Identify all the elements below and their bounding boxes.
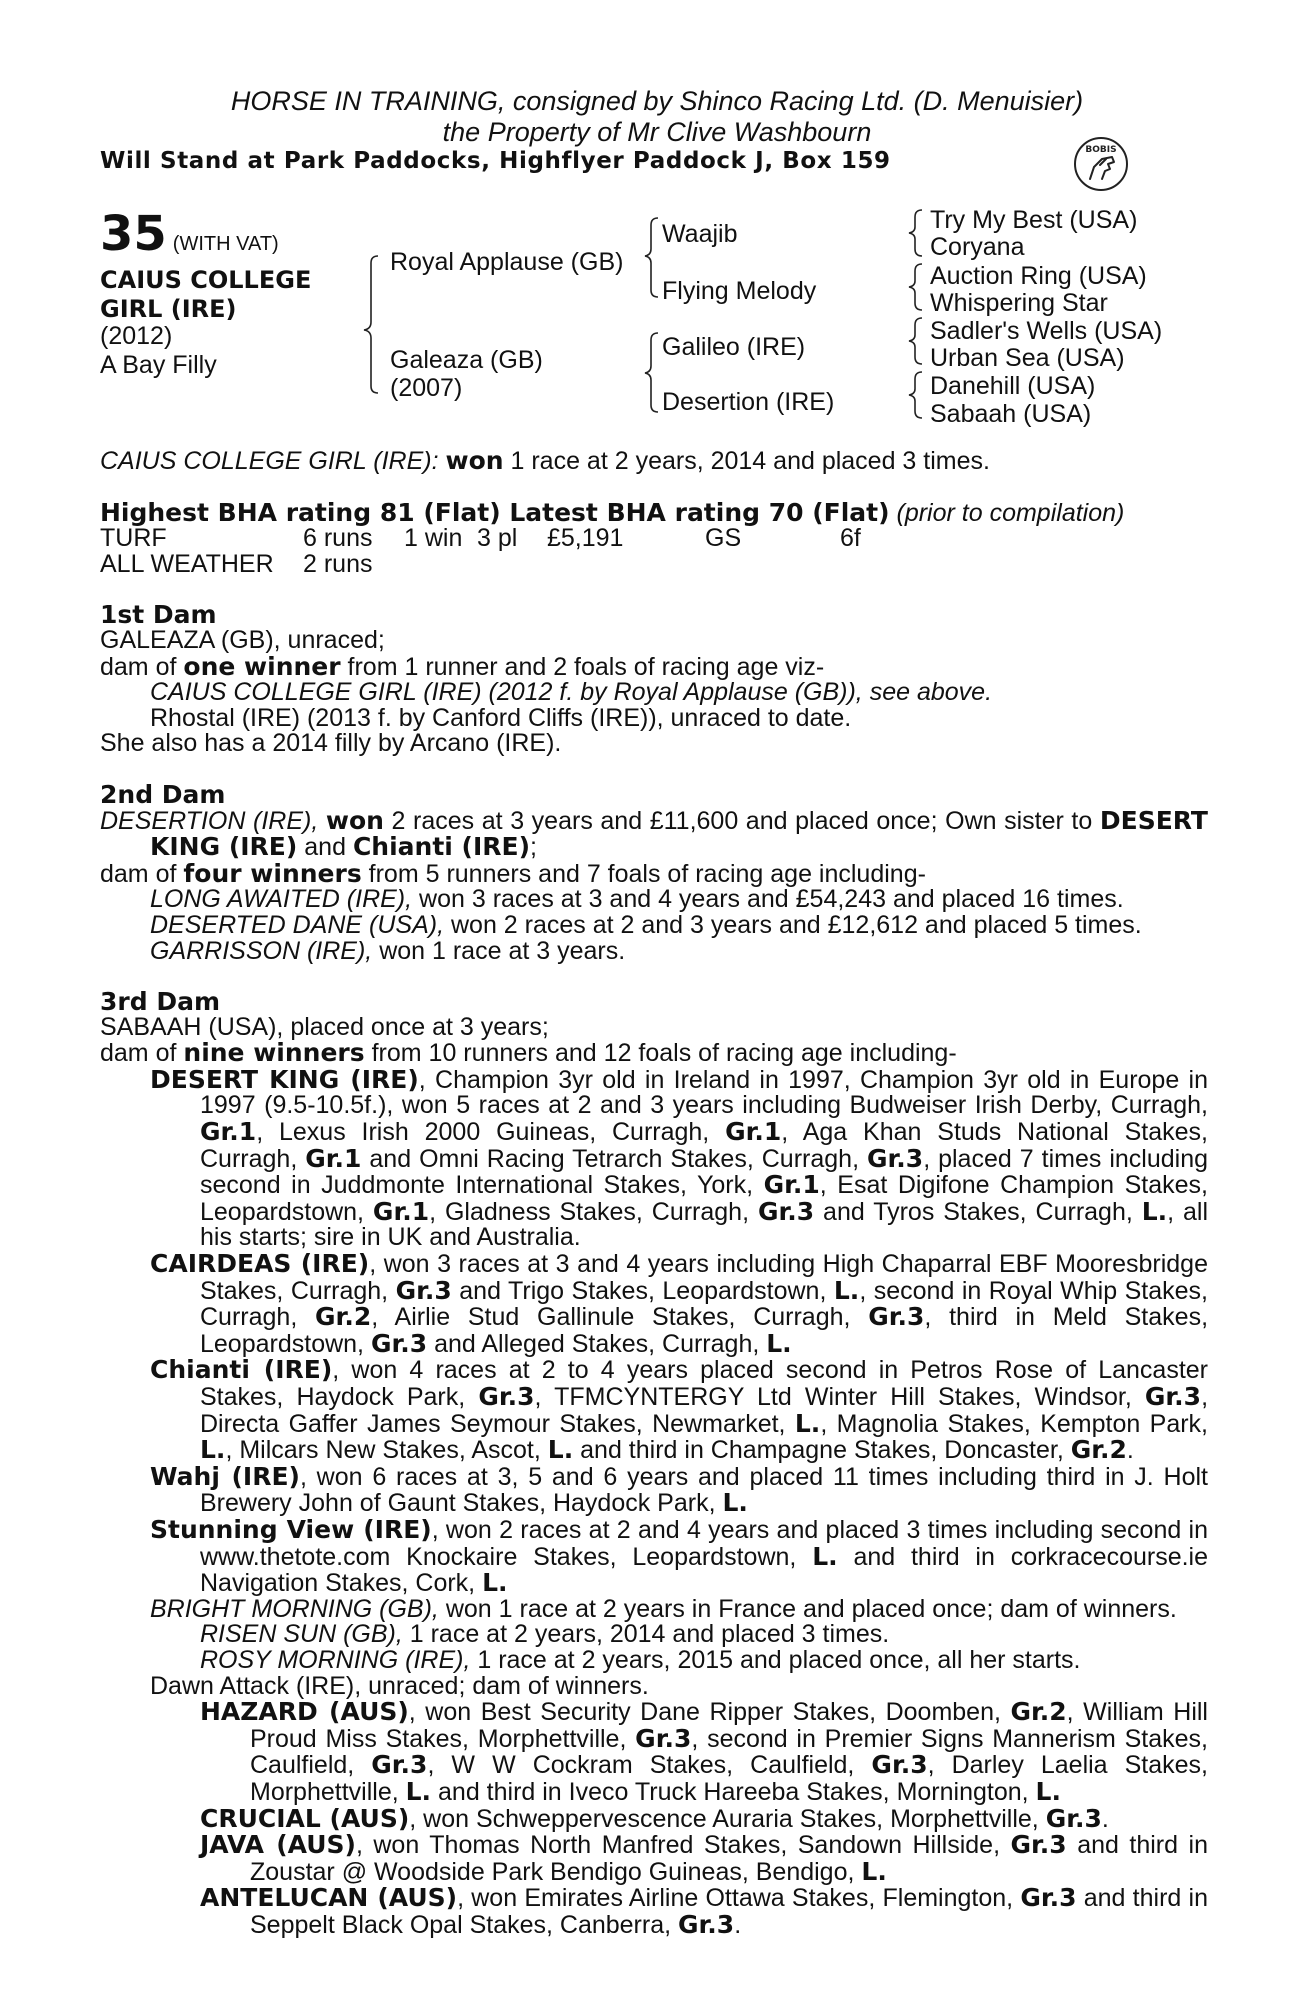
consignor-line: HORSE IN TRAINING, consigned by Shinco Racing Ltd. (D. Menuisier): [230, 86, 1084, 116]
third-dam-heading: 3rd Dam: [100, 987, 220, 1017]
aw-stats: ALL WEATHER 2 runs: [100, 549, 373, 578]
ancestor-sss: Try My Best (USA): [930, 206, 1138, 234]
lot-number: 35: [100, 206, 167, 262]
produce-java: JAVA (AUS), won Thomas North Manfred Stakes, Sandown Hillside, Gr.3 and third in Zoustar @ Woodside Park Bendigo Guineas, Bendigo, L.: [200, 1830, 1208, 1886]
produce-risen-sun: RISEN SUN (GB), 1 race at 2 years, 2014 and placed 3 times.: [200, 1620, 890, 1649]
second-dam-line: DESERTION (IRE), won 2 races at 3 years and £11,600 and placed once; Own sister to DESERT KING (IRE) and Chianti (IRE);: [100, 805, 1208, 862]
ancestor-ddd: Sabaah (USA): [930, 400, 1092, 428]
catalogue-body: [100, 448, 1208, 1938]
vat-label: (WITH VAT): [172, 233, 279, 255]
produce-wahj: Wahj (IRE), won 6 races at 3, 5 and 6 years and placed 11 times including third in J. Holt Brewery John of Gaunt Stakes, Haydock Park, L.: [150, 1461, 1208, 1518]
produce-cairdeas: CAIRDEAS (IRE), won 3 races at 3 and 4 years including High Chaparral EBF Mooresbridge Stakes, Curragh, Gr.3 and Trigo Stakes, Leopardstown, L., second in Royal Whip Stakes, Curragh, Gr.2, Airlie Stud Gallinule Stakes, Curragh, Gr.3, third in Meld Stakes, Leopardstown, Gr.3 and Alleged Stakes, Curragh, L.: [150, 1249, 1209, 1358]
first-dam-line: GALEAZA (GB), unraced;: [100, 625, 385, 654]
dam-sire: Galileo (IRE): [662, 333, 806, 361]
race-summary: CAIUS COLLEGE GIRL (IRE): won 1 race at 2 years, 2014 and placed 3 times.: [100, 446, 990, 475]
first-dam-heading: 1st Dam: [100, 600, 217, 630]
produce-rhostal: Rhostal (IRE) (2013 f. by Canford Cliffs (IRE)), unraced to date.: [150, 703, 852, 732]
bha-ratings: Highest BHA rating 81 (Flat) Latest BHA rating 70 (Flat) (prior to compilation): [100, 497, 1125, 527]
owner-line: the Property of Mr Clive Washbourn: [442, 117, 872, 147]
ancestor-sdd: Whispering Star: [930, 289, 1108, 317]
produce-dawn-attack: Dawn Attack (IRE), unraced; dam of winners.: [150, 1671, 649, 1700]
dam-year: (2007): [390, 374, 463, 402]
produce-bright-morning: BRIGHT MORNING (GB), won 1 race at 2 years in France and placed once; dam of winners.: [150, 1594, 1177, 1623]
ancestor-dds: Danehill (USA): [930, 372, 1096, 400]
sire-sire: Waajib: [662, 220, 738, 248]
dam: Galeaza (GB): [390, 346, 543, 374]
ancestor-dss: Sadler's Wells (USA): [930, 317, 1163, 345]
horse-description: A Bay Filly: [100, 351, 217, 379]
produce-hazard: HAZARD (AUS), won Best Security Dane Ripper Stakes, Doomben, Gr.2, William Hill Proud Miss Stakes, Morphettville, Gr.3, second in Premier Signs Mannerism Stakes, Caulfield, Gr.3, W W Cockram Stakes, Caulfield, Gr.3, Darley Laelia Stakes, Morphettville, L. and third in Iveco Truck Hareeba Stakes, Mornington, L.: [200, 1697, 1208, 1806]
ancestor-sds: Auction Ring (USA): [930, 262, 1147, 290]
produce-chianti: Chianti (IRE), won 4 races at 2 to 4 years placed second in Petros Rose of Lancaster Stakes, Haydock Park, Gr.3, TFMCYNTERGY Ltd Winter Hill Stakes, Windsor, Gr.3, Directa Gaffer James Seymour Stakes, Newmarket, L., Magnolia Stakes, Kempton Park, L., Milcars New Stakes, Ascot, L. and third in Champagne Stakes, Doncaster, Gr.2.: [150, 1355, 1209, 1465]
sire: Royal Applause (GB): [390, 248, 624, 276]
produce-long-awaited: LONG AWAITED (IRE), won 3 races at 3 and 4 years and £54,243 and placed 16 times.: [150, 885, 1124, 914]
turf-stats: TURF 6 runs 1 win 3 pl £5,191 GS 6f: [100, 524, 861, 553]
produce-stunning-view: Stunning View (IRE), won 2 races at 2 and 4 years and placed 3 times including second in www.thetote.com Knockaire Stakes, Leopardstown, L. and third in corkracecourse.ie Navigation Stakes, Cork, L.: [150, 1514, 1209, 1598]
produce-crucial: CRUCIAL (AUS), won Schweppervescence Auraria Stakes, Morphettville, Gr.3.: [200, 1803, 1109, 1833]
bobis-logo-text: BOBIS: [1085, 145, 1117, 155]
horse-name-line2: GIRL (IRE): [100, 295, 237, 323]
produce-rosy-morning: ROSY MORNING (IRE), 1 race at 2 years, 2015 and placed once, all her starts.: [200, 1645, 1081, 1674]
third-dam-produce: dam of nine winners from 10 runners and 12 foals of racing age including-: [100, 1038, 957, 1068]
ancestor-dsd: Urban Sea (USA): [930, 344, 1125, 372]
sire-dam: Flying Melody: [662, 277, 817, 305]
produce-antelucan: ANTELUCAN (AUS), won Emirates Airline Ottawa Stakes, Flemington, Gr.3 and third in Seppelt Black Opal Stakes, Canberra, Gr.3.: [200, 1883, 1208, 1939]
produce-garrisson: GARRISSON (IRE), won 1 race at 3 years.: [150, 936, 626, 965]
produce-caius: CAIUS COLLEGE GIRL (IRE) (2012 f. by Royal Applause (GB)), see above.: [150, 678, 993, 707]
produce-deserted-dane: DESERTED DANE (USA), won 2 races at 2 and 3 years and £12,612 and placed 5 times.: [150, 910, 1142, 939]
second-dam-heading: 2nd Dam: [100, 779, 226, 809]
dam-dam: Desertion (IRE): [662, 388, 835, 416]
produce-desert-king: DESERT KING (IRE), Champion 3yr old in Ireland in 1997, Champion 3yr old in Europe in 1997 (9.5-10.5f.), won 5 races at 2 and 3 years including Budweiser Irish Derby, Curragh, Gr.1, Lexus Irish 2000 Guineas, Curragh, Gr.1, Aga Khan Studs National Stakes, Curragh, Gr.1 and Omni Racing Tetrarch Stakes, Curragh, Gr.3, placed 7 times including second in Juddmonte International Stakes, York, Gr.1, Esat Digifone Champion Stakes, Leopardstown, Gr.1, Gladness Stakes, Curragh, Gr.3 and Tyros Stakes, Curragh, L., all his starts; sire in UK and Australia.: [150, 1064, 1209, 1252]
stand-location: Will Stand at Park Paddocks, Highflyer Paddock J, Box 159: [100, 148, 891, 174]
foaling-year: (2012): [100, 322, 173, 350]
first-dam-note: She also has a 2014 filly by Arcano (IRE).: [100, 729, 562, 758]
third-dam-line: SABAAH (USA), placed once at 3 years;: [100, 1012, 549, 1041]
horse-name-line1: CAIUS COLLEGE: [100, 266, 312, 294]
ancestor-ssd: Coryana: [930, 233, 1025, 261]
second-dam-produce: dam of four winners from 5 runners and 7 foals of racing age including-: [100, 858, 926, 888]
first-dam-produce: dam of one winner from 1 runner and 2 foals of racing age viz-: [100, 651, 825, 681]
